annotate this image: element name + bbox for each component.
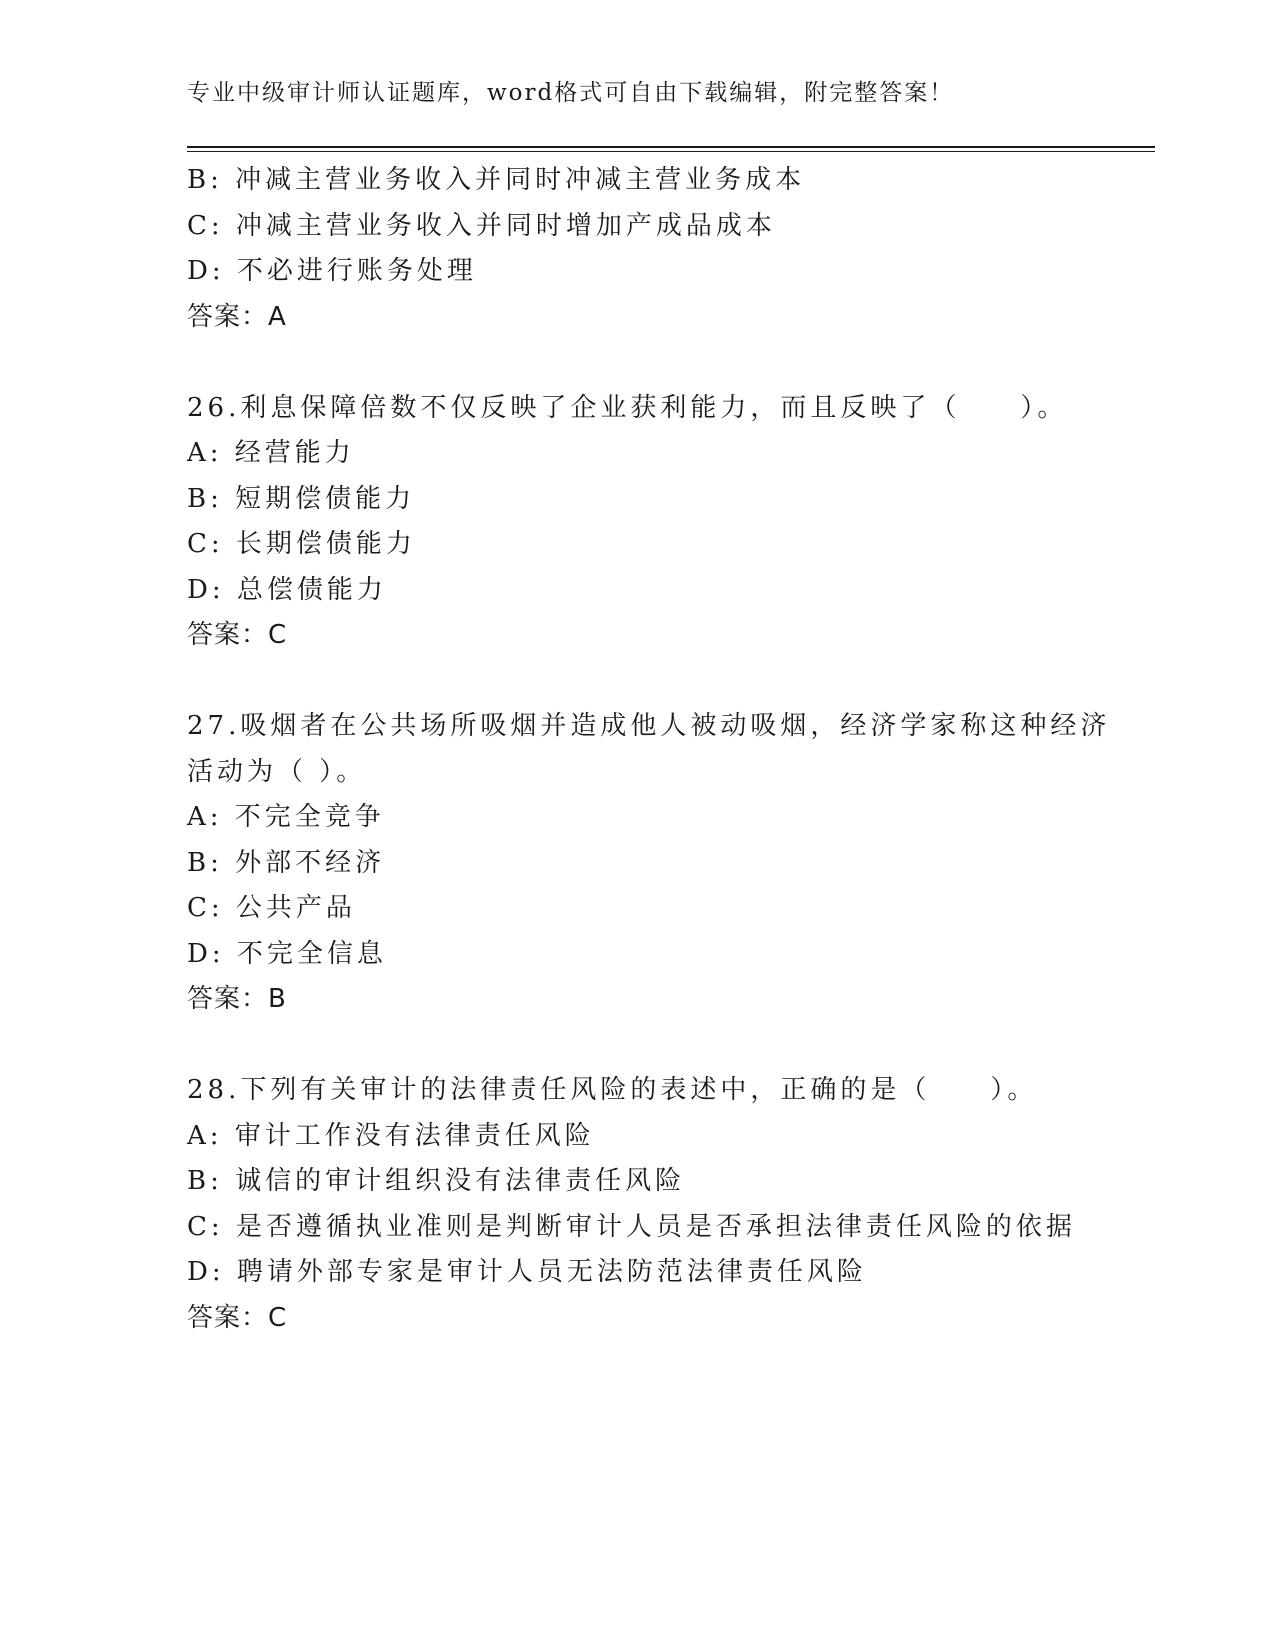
option-b: B: 短期偿债能力	[187, 483, 416, 514]
question-28	[187, 1068, 1107, 1341]
option-c: C: 是否遵循执业准则是判断审计人员是否承担法律责任风险的依据	[187, 1211, 1076, 1242]
option-a: A: 审计工作没有法律责任风险	[187, 1120, 595, 1151]
question-27	[187, 704, 1111, 1023]
answer-line: 答案：B	[187, 984, 287, 1014]
option-c: C: 长期偿债能力	[187, 529, 416, 559]
header-rule-thick	[187, 146, 1155, 148]
spacer	[187, 1023, 1107, 1069]
spacer	[187, 659, 1107, 705]
document-body	[187, 158, 1111, 1341]
question-26	[187, 386, 1107, 659]
option-c: C: 公共产品	[187, 893, 356, 923]
option-b: B: 冲减主营业务收入并同时冲减主营业务成本	[187, 165, 806, 195]
answer-line: 答案：A	[187, 301, 287, 332]
answer-line: 答案：C	[187, 1302, 288, 1333]
question-stem: 28.下列有关审计的法律责任风险的表述中，正确的是（ ）。	[187, 1075, 1038, 1105]
question-stem-line-2: 活动为（ ）。	[187, 756, 367, 787]
option-d: D: 总偿债能力	[187, 574, 387, 605]
option-d: D: 聘请外部专家是审计人员无法防范法律责任风险	[187, 1257, 867, 1287]
spacer	[187, 340, 1107, 386]
option-d: D: 不完全信息	[187, 938, 387, 969]
option-b: B: 诚信的审计组织没有法律责任风险	[187, 1166, 686, 1196]
option-c: C: 冲减主营业务收入并同时增加产成品成本	[187, 210, 776, 241]
question-25-continued	[187, 158, 1107, 340]
question-stem-line-1: 27.吸烟者在公共场所吸烟并造成他人被动吸烟，经济学家称这种经济	[187, 711, 1111, 741]
option-b: B: 外部不经济	[187, 847, 386, 878]
question-stem: 26.利息保障倍数不仅反映了企业获利能力，而且反映了（ ）。	[187, 392, 1068, 423]
answer-line: 答案：C	[187, 620, 288, 650]
option-a: A: 不完全竞争	[187, 802, 385, 832]
option-a: A: 经营能力	[187, 438, 355, 468]
option-d: D: 不必进行账务处理	[187, 256, 477, 286]
page-header: 专业中级审计师认证题库，word格式可自由下载编辑，附完整答案！	[187, 80, 955, 106]
header-rule-thin	[187, 151, 1155, 152]
